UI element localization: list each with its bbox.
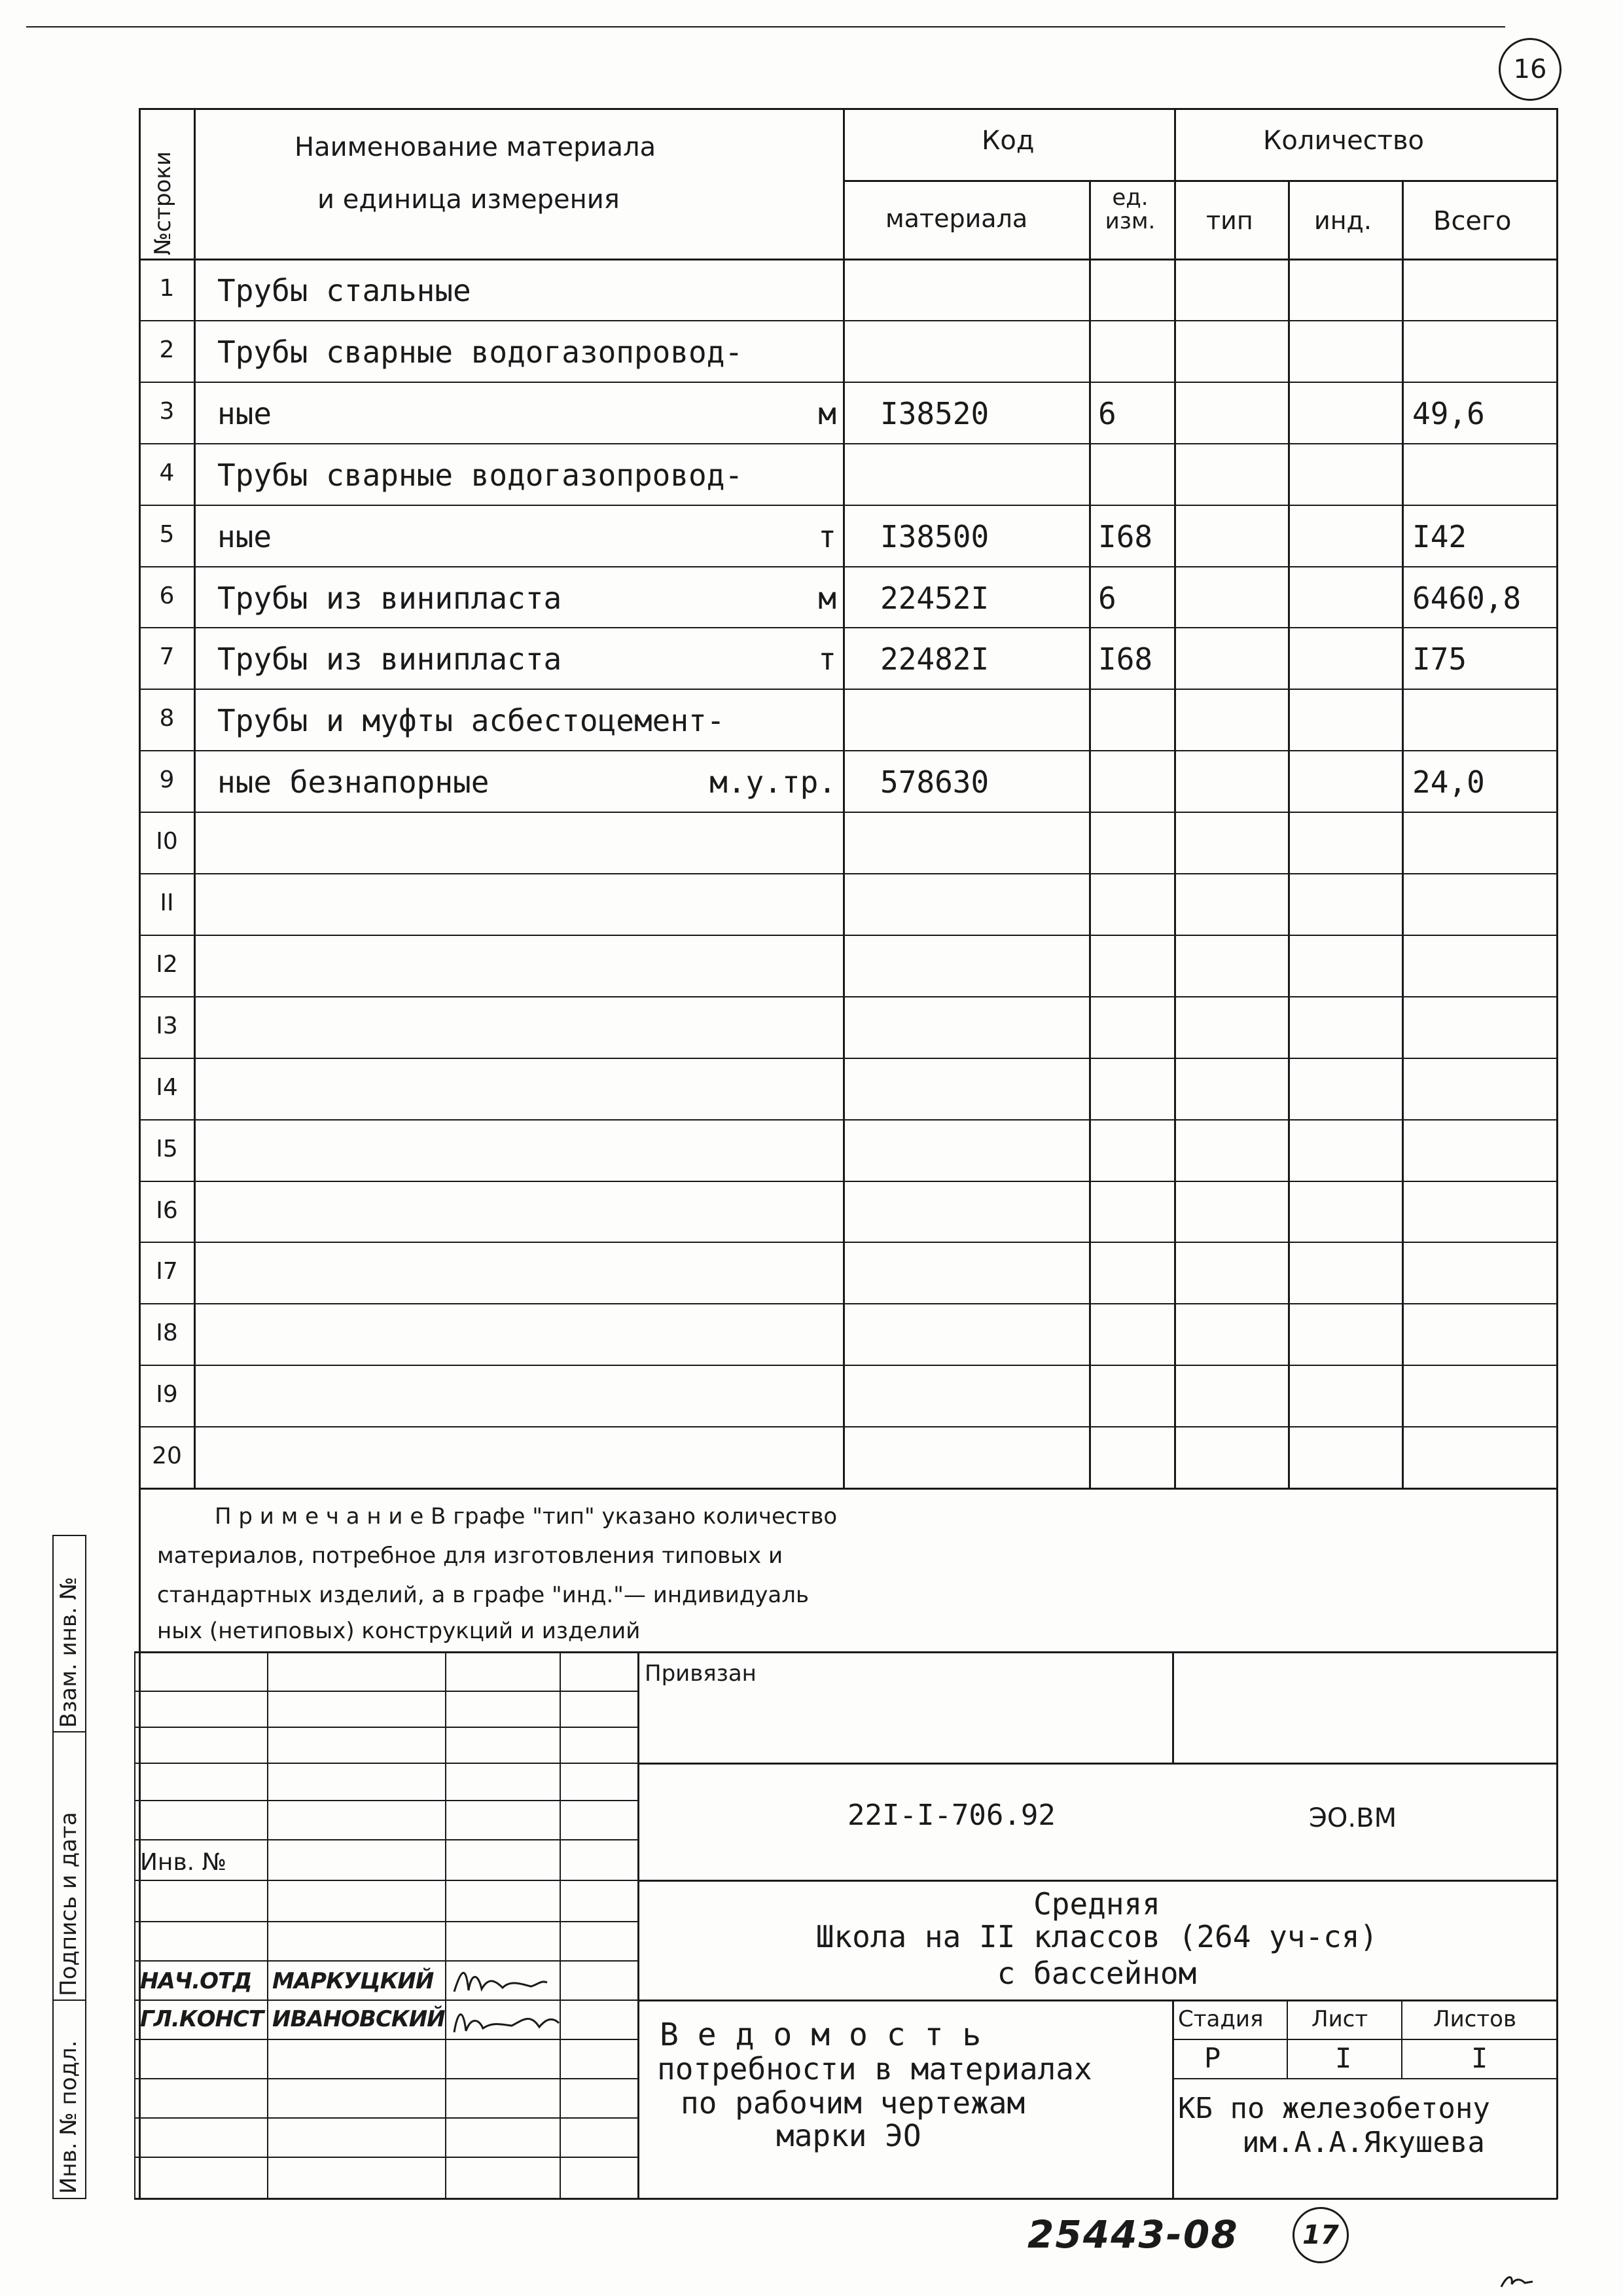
stamp-object-line3: с бассейном [997,1956,1197,1991]
material-code: 22452I [880,581,990,616]
material-code: 578630 [880,764,990,800]
material-unit: м.у.тр. [709,764,836,800]
qty-total: I42 [1412,519,1467,554]
table-row-divider [139,935,1558,936]
header-qty-group: Количество [1263,126,1425,156]
material-name: ные [217,396,272,431]
stamp-object-line1: Средняя [1033,1886,1160,1922]
header-qty-ind: инд. [1314,206,1372,235]
header-qty-type: тип [1206,206,1253,235]
note-line2: материалов, потребное для изготовления типовых и [157,1543,783,1569]
table-row-divider [139,443,1558,444]
material-name: ные безнапорные [217,764,490,800]
table-row-divider [139,382,1558,383]
table-row-divider [139,505,1558,506]
material-name: Трубы сварные водогазопровод- [217,334,743,370]
table-row-divider [139,566,1558,567]
row-number: I8 [156,1319,178,1346]
material-name: Трубы сварные водогазопровод- [217,457,743,493]
material-unit: м [818,396,836,431]
row-number: I6 [156,1197,178,1224]
signature-2-scribble [449,2000,563,2039]
row-number: 2 [159,336,175,363]
stamp-title-line2: потребности в материалах [657,2051,1092,2087]
material-code: 22482I [880,641,990,677]
material-unit: т [818,519,836,554]
stamp-stage-value: Р [1204,2042,1221,2074]
stamp-sheet-label: Лист [1311,2006,1368,2032]
row-number: I4 [156,1074,178,1101]
row-number: 1 [159,275,175,302]
row-number: II [160,889,174,916]
stamp-sig1-name: МАРКУЦКИЙ [272,1968,434,1994]
row-number: 9 [159,766,175,793]
stamp-sig1-role: НАЧ.ОТД [140,1968,252,1994]
stamp-title-line3: по рабочим чертежам [681,2085,1026,2121]
unit-code: I68 [1098,519,1153,554]
stamp-stage-label: Стадия [1178,2006,1264,2032]
table-row-divider [139,1426,1558,1427]
table-row-divider [139,1119,1558,1121]
table-row-divider [139,1181,1558,1182]
stamp-org-line1: КБ по железобетону [1178,2092,1490,2125]
side-label-podpis: Подпись и дата [56,1812,82,1996]
stamp-sig2-role: ГЛ.КОНСТ [140,2006,264,2032]
header-code-unit: ед. изм. [1105,185,1156,234]
table-row-divider [139,689,1558,690]
table-row-divider [139,627,1558,628]
material-name: Трубы и муфты асбестоцемент- [217,703,725,738]
side-label-inv-podl: Инв. № подл. [56,2040,82,2194]
corner-mark-scribble [1499,2271,1538,2291]
stamp-title-line1: В е д о м о с т ь [660,2017,982,2053]
stamp-sig2-name: ИВАНОВСКИЙ [272,2006,445,2032]
header-qty-total: Всего [1433,206,1512,236]
header-code-group: Код [982,126,1035,156]
table-row-divider [139,996,1558,997]
stamp-title-line4: марки ЭО [776,2118,921,2153]
row-number: I3 [156,1013,178,1039]
row-number: 4 [159,459,175,486]
stamp-sheets-value: I [1471,2042,1488,2074]
signature-1-scribble [449,1960,557,2000]
material-name: Трубы из винипласта [217,641,562,677]
material-unit: т [818,641,836,677]
row-number: I9 [156,1381,178,1408]
unit-code: I68 [1098,641,1153,677]
row-number: I0 [156,828,178,855]
material-code: I38520 [880,396,990,431]
qty-total: 49,6 [1412,396,1485,431]
stamp-sheets-label: Листов [1433,2006,1517,2032]
side-label-vzam: Взам. инв. № [56,1577,82,1728]
table-row-divider [139,1242,1558,1243]
table-row-divider [139,320,1558,321]
stamp-object-line2: Школа на II классов (264 уч-ся) [815,1919,1378,1954]
header-code-material: материала [885,204,1028,233]
qty-total: 6460,8 [1412,581,1522,616]
material-code: I38500 [880,519,990,554]
table-row-divider [139,812,1558,813]
unit-code: 6 [1098,396,1116,431]
table-row-divider [139,1365,1558,1366]
stamp-privyazan: Привязан [645,1660,757,1687]
stamp-mark: ЭО.ВМ [1309,1803,1397,1833]
material-name: Трубы из винипласта [217,581,562,616]
row-number: I5 [156,1136,178,1162]
row-number: 7 [159,643,175,670]
row-number: 8 [159,705,175,732]
table-row-divider [139,750,1558,751]
header-row-number: №строки [150,151,176,255]
material-unit: м [818,581,836,616]
table-row-divider [139,1058,1558,1059]
table-row-divider [139,1303,1558,1304]
note-line1: П р и м е ч а н и е В графе "тип" указано количество [215,1503,838,1530]
stamp-inv-no: Инв. № [140,1849,227,1876]
note-line3: стандартных изделий, а в графе "инд."— индивидуаль [157,1582,810,1608]
row-number: 6 [159,583,175,609]
unit-code: 6 [1098,581,1116,616]
note-line4: ных (нетиповых) конструкций и изделий [157,1618,641,1644]
row-number: 20 [152,1443,182,1469]
material-name: ные [217,519,272,554]
header-name-line1: Наименование материала [294,132,656,162]
table-row-divider [139,873,1558,874]
stamp-sheet-value: I [1335,2042,1352,2074]
row-number: 5 [159,521,175,548]
page-corner-number: 16 [1499,38,1561,101]
stamp-doc-code: 22I-I-706.92 [847,1799,1056,1832]
row-number: 3 [159,398,175,425]
header-name-line2: и единица измерения [317,185,620,215]
row-number: I2 [156,951,178,978]
qty-total: 24,0 [1412,764,1485,800]
row-number: I7 [156,1258,178,1285]
footer-page-circle: 17 [1293,2207,1349,2263]
material-name: Трубы стальные [217,273,471,308]
stamp-org-line2: им.А.А.Якушева [1242,2126,1485,2159]
archive-number: 25443-08 [1027,2212,1239,2257]
qty-total: I75 [1412,641,1467,677]
